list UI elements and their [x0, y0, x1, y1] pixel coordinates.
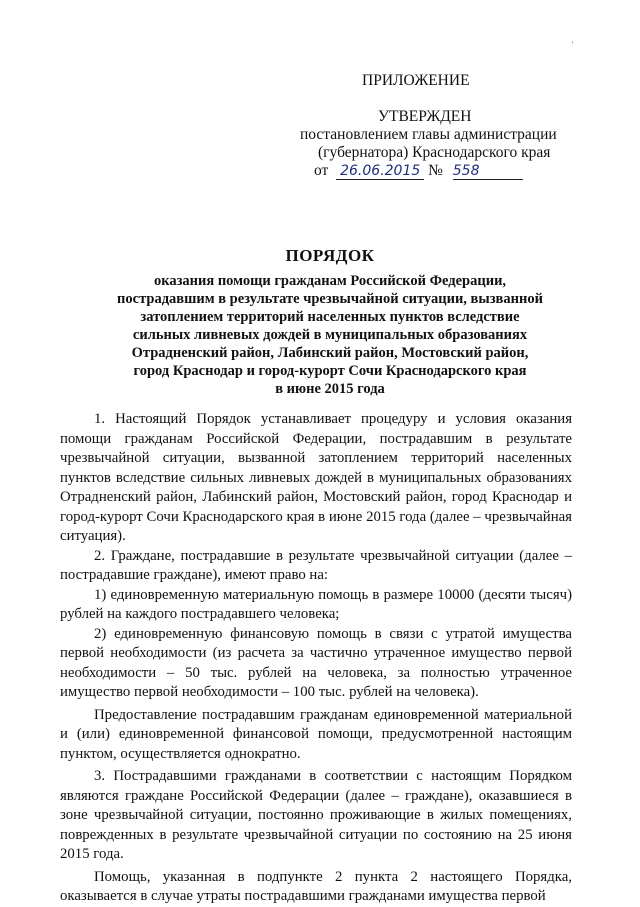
paragraph: 1. Настоящий Порядок устанавливает процедуру и условия оказания помощи гражданам Российской Федерации, пострадавшим в результате чрезвычайной ситуации, вызванной затоплением территорий населенных пунктов вследствие сильных ливневых дождей в муниципальных образованиях Отрадненский район, Лабинский район, Мостовский район, город Краснодар и город-курорт Сочи Краснодарского края в июне 2015 года (далее – чрезвычайная ситуация). — [60, 411, 572, 544]
title-line: оказания помощи гражданам Российской Федерации, — [153, 273, 507, 289]
from-label: от — [314, 162, 329, 179]
title-subtitle — [60, 272, 600, 398]
date-number-line — [300, 162, 620, 180]
document-title — [60, 246, 600, 398]
handwritten-date: 26.06.2015 — [336, 163, 424, 180]
document-body — [60, 410, 572, 907]
number-label: № — [428, 162, 443, 179]
title-line: пострадавшим в результате чрезвычайной ситуации, вызванной — [117, 291, 543, 307]
paragraph: 1) единовременную материальную помощь в размере 10000 (десяти тысяч) рублей на каждого пострадавшего человека; — [60, 586, 572, 622]
title-line: в июне 2015 года — [275, 381, 385, 397]
title-line: сильных ливневых дождей в муниципальных образованиях — [132, 327, 528, 343]
paragraph: 2. Граждане, пострадавшие в результате чрезвычайной ситуации (далее – пострадавшие граждане), имеют право на: — [60, 547, 572, 583]
decree-line-1: постановлением главы администрации — [300, 126, 557, 143]
approval-block — [300, 72, 620, 180]
title-line: город Краснодар и город-курорт Сочи Краснодарского края — [133, 363, 527, 379]
paragraph: 3. Пострадавшими гражданами в соответствии с настоящим Порядком являются граждане Российской Федерации (далее – граждане), оказавшиеся в зоне чрезвычайной ситуации, постоянно проживающие в жилых помещениях, поврежденных в результате чрезвычайной ситуации по состоянию на 25 июня 2015 года. — [60, 768, 572, 862]
corner-mark: ' — [572, 40, 574, 49]
title-line: Отрадненский район, Лабинский район, Мостовский район, — [131, 345, 529, 361]
title-main: ПОРЯДОК — [285, 246, 375, 265]
paragraph: Предоставление пострадавшим гражданам единовременной материальной и (или) единовременной финансовой помощи, предусмотренной настоящим пунктом, осуществляется однократно. — [60, 706, 572, 762]
paragraph: 2) единовременную финансовую помощь в связи с утратой имущества первой необходимости (из расчета за частично утраченное имущество первой необходимости – 50 тыс. рублей на человека, за полностью утраченное имущество первой необходимости – 100 тыс. рублей на человека). — [60, 625, 572, 700]
paragraph: Помощь, указанная в подпункте 2 пункта 2 настоящего Порядка, оказывается в случае утраты пострадавшими гражданами имущества первой — [60, 868, 572, 904]
title-line: затоплением территорий населенных пунктов вследствие — [140, 309, 520, 325]
appendix-label: ПРИЛОЖЕНИЕ — [362, 72, 470, 89]
approved-label: УТВЕРЖДЕН — [378, 108, 472, 125]
decree-line-2: (губернатора) Краснодарского края — [318, 144, 551, 161]
handwritten-number: 558 — [453, 163, 523, 180]
